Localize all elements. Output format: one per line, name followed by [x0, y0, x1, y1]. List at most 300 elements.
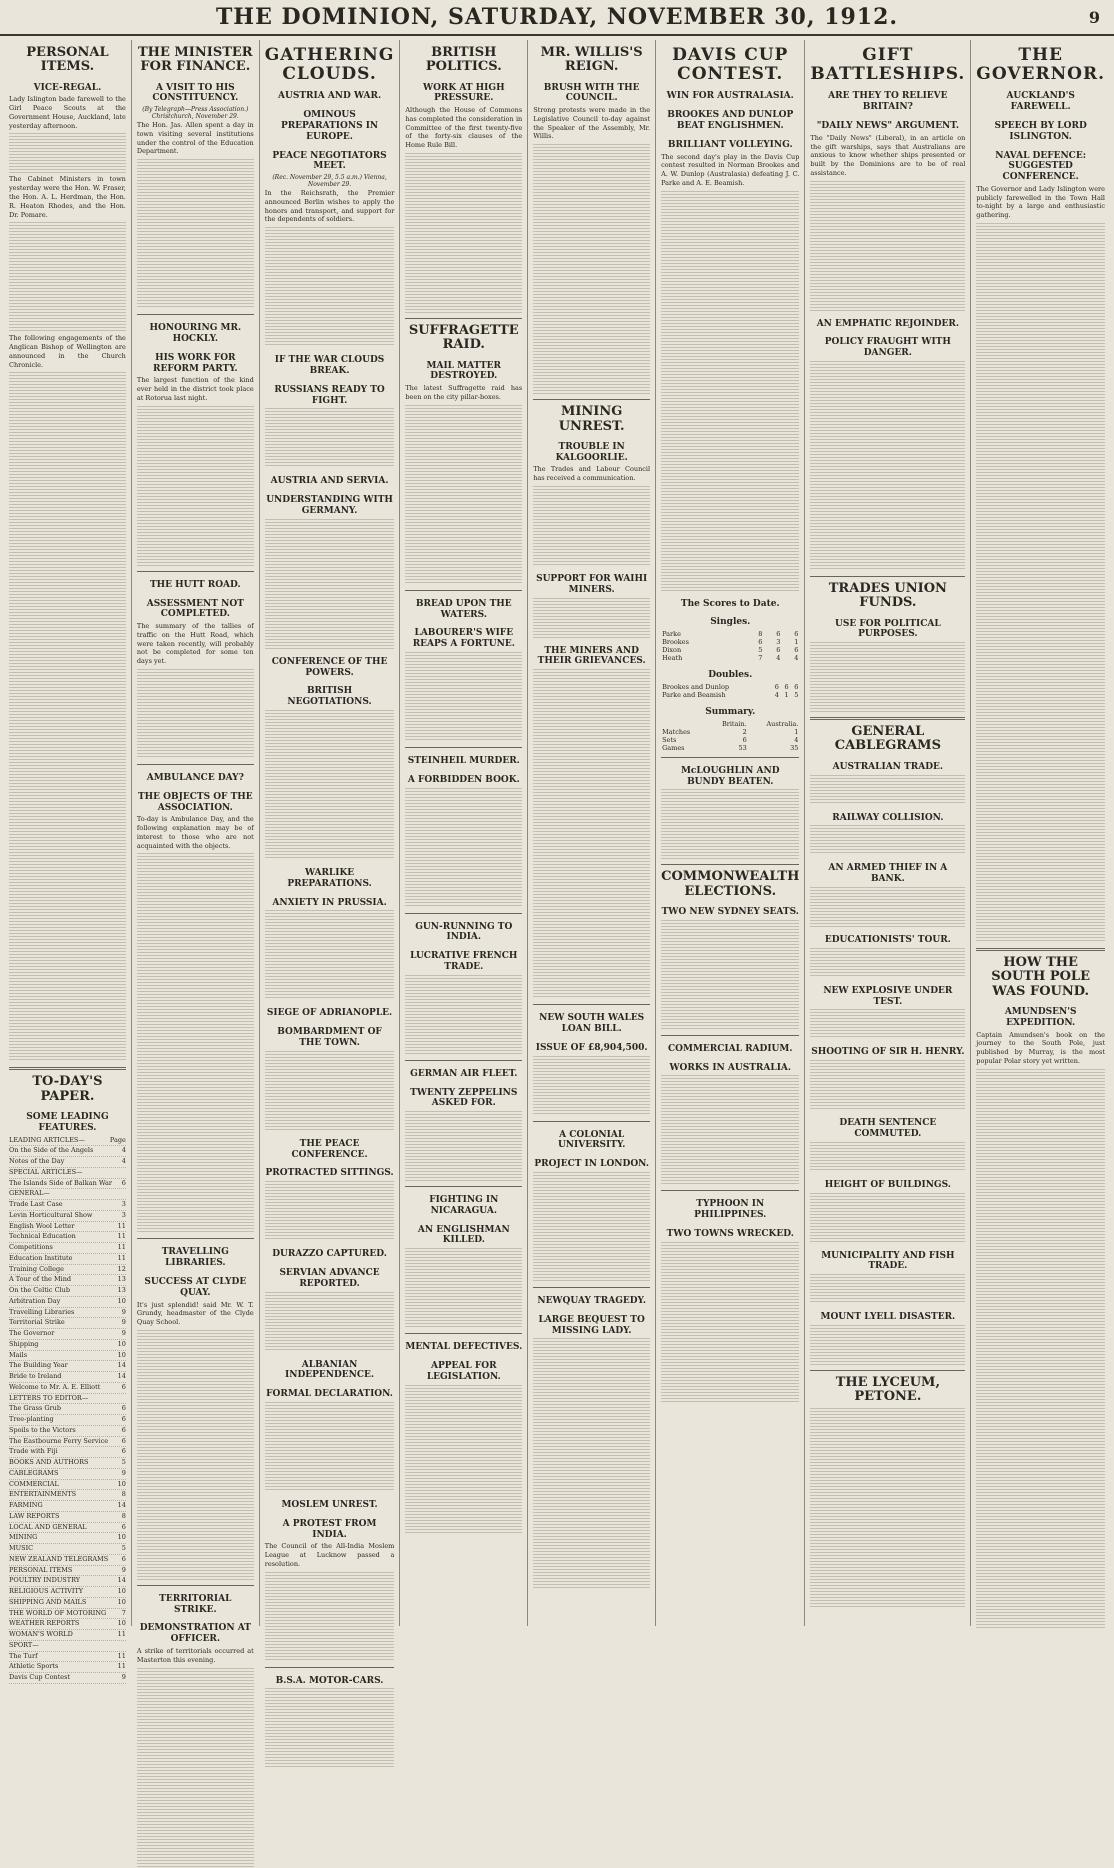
- heading-davis-cup: DAVIS CUP CONTEST.: [672, 45, 789, 84]
- set-score: 1: [794, 638, 799, 647]
- toc-page: 6: [121, 1178, 126, 1187]
- divider: [810, 576, 965, 577]
- subheading: PROTRACTED SITTINGS.: [265, 1168, 394, 1179]
- toc-label: MINING: [9, 1533, 38, 1542]
- toc-label: Training College: [9, 1264, 64, 1273]
- toc-page: 12: [117, 1264, 126, 1273]
- divider: [533, 1121, 650, 1122]
- toc-page: 14: [117, 1372, 126, 1381]
- toc-entry: [9, 1297, 126, 1308]
- summary-cell: Games: [662, 743, 685, 752]
- divider: [533, 399, 650, 400]
- toc-entry: [9, 1157, 126, 1168]
- toc-label: The Governor: [9, 1329, 55, 1338]
- toc-page: 9: [121, 1468, 126, 1477]
- text-block: [137, 406, 254, 566]
- toc-page: 9: [121, 1673, 126, 1682]
- toc-page: 11: [117, 1651, 126, 1660]
- text-block: [265, 1292, 395, 1352]
- subheading: HEIGHT OF BUILDINGS.: [824, 1179, 951, 1190]
- toc-entry: [9, 1340, 126, 1351]
- text-block: [137, 1330, 254, 1580]
- set-score: 6: [794, 630, 799, 639]
- subheading: MUNICIPALITY AND FISH TRADE.: [821, 1250, 955, 1272]
- divider: [976, 948, 1105, 951]
- subheading: RAILWAY COLLISION.: [832, 812, 944, 823]
- article-text: The Governor and Lady Islington were publicly farewelled in the Town Hall to-night by a large and enthusiastic gathering.: [976, 184, 1105, 220]
- toc-page: 5: [121, 1458, 126, 1467]
- page-number: 9: [1088, 8, 1100, 27]
- summary-header-cell: Britain.: [721, 719, 747, 728]
- set-score: 6: [794, 646, 799, 655]
- subheading: AMBULANCE DAY?: [146, 772, 244, 783]
- toc-entry: [9, 1437, 126, 1448]
- toc-entry: [9, 1630, 126, 1641]
- divider: [9, 1067, 126, 1070]
- toc-label: Spoils to the Victors: [9, 1425, 76, 1434]
- toc-page: 13: [117, 1275, 126, 1284]
- toc-page: 11: [117, 1232, 126, 1241]
- toc-entry: [9, 1480, 126, 1491]
- toc-entry: [9, 1587, 126, 1598]
- toc-page: 6: [121, 1522, 126, 1531]
- toc-entry: [9, 1662, 126, 1673]
- toc-entry: [9, 1168, 126, 1179]
- toc-label: The Eastbourne Ferry Service: [9, 1436, 109, 1445]
- subheading: HONOURING MR. HOCKLY.: [149, 323, 242, 345]
- toc-label: Mails: [9, 1350, 28, 1359]
- subheading: ASSESSMENT NOT COMPLETED.: [146, 598, 244, 620]
- toc-page: 9: [121, 1307, 126, 1316]
- summary-cell: 1: [794, 727, 799, 736]
- subheading: McLOUGHLIN AND BUNDY BEATEN.: [680, 765, 780, 787]
- toc-page: 10: [117, 1479, 126, 1488]
- toc-label: On the Side of the Angels: [9, 1146, 94, 1155]
- subheading: MENTAL DEFECTIVES.: [405, 1342, 523, 1353]
- summary-row: [661, 744, 799, 752]
- toc-label: Trade with Fiji: [9, 1447, 58, 1456]
- text-block: [810, 887, 965, 927]
- subheading: SUPPORT FOR WAIHI MINERS.: [536, 573, 648, 595]
- subheading: PROJECT IN LONDON.: [534, 1159, 649, 1170]
- subheading: UNDERSTANDING WITH GERMANY.: [266, 495, 393, 516]
- article-text: The Trades and Labour Council has received a communication.: [533, 465, 651, 483]
- column-the-governor: [971, 40, 1110, 1626]
- subheading: A FORBIDDEN BOOK.: [407, 774, 520, 785]
- column-personal-items: [4, 40, 132, 1682]
- summary-cell: Sets: [662, 735, 677, 744]
- table-of-contents: [9, 1136, 126, 1684]
- set-score: 6: [774, 683, 779, 692]
- article-text: To-day is Ambulance Day, and the following explanation may be of interest to those who are not acquainted with the objects.: [136, 815, 254, 850]
- text-block: [810, 775, 965, 805]
- text-block: [9, 222, 126, 332]
- score-row: [661, 638, 799, 646]
- text-block: [137, 669, 254, 759]
- text-block: [265, 408, 395, 468]
- toc-page: 11: [117, 1630, 126, 1639]
- toc-page: 6: [121, 1554, 126, 1563]
- toc-label: Tree-planting: [9, 1415, 54, 1424]
- text-block: [661, 191, 799, 591]
- toc-page: Page: [109, 1135, 126, 1144]
- toc-entry: [9, 1426, 126, 1437]
- toc-entry: [9, 1533, 126, 1544]
- divider: [405, 1333, 522, 1334]
- toc-entry: [9, 1361, 126, 1372]
- toc-page: 10: [117, 1597, 126, 1606]
- divider: [661, 864, 799, 865]
- subheading: SERVIAN ADVANCE REPORTED.: [279, 1267, 380, 1289]
- subheading: AUSTRIA AND SERVIA.: [270, 476, 389, 487]
- subheading: COMMERCIAL RADIUM.: [667, 1043, 793, 1054]
- toc-entry: [9, 1254, 126, 1265]
- text-block: [976, 1069, 1105, 1629]
- text-block: [533, 1338, 650, 1588]
- summary-cell: 53: [738, 743, 747, 752]
- toc-label: LOCAL AND GENERAL: [9, 1522, 87, 1531]
- article-text: The largest function of the kind ever held in the district took place at Rotorua last night.: [136, 376, 254, 402]
- set-score: 5: [758, 646, 763, 655]
- toc-entry: [9, 1286, 126, 1297]
- article-text: A strike of territorials occurred at Masterton this evening.: [136, 1647, 254, 1664]
- subheading: ARE THEY TO RELIEVE BRITAIN?: [828, 91, 948, 113]
- toc-label: Davis Cup Contest: [9, 1673, 71, 1682]
- text-block: [265, 1402, 395, 1492]
- toc-label: English Wool Letter: [9, 1221, 75, 1230]
- text-block: [405, 975, 522, 1055]
- toc-entry: [9, 1394, 126, 1405]
- toc-entry: [9, 1243, 126, 1254]
- subheading: HIS WORK FOR REFORM PARTY.: [152, 352, 238, 374]
- toc-page: 10: [117, 1296, 126, 1305]
- toc-label: MUSIC: [9, 1544, 34, 1553]
- toc-label: Trade Last Case: [9, 1200, 63, 1209]
- player-name: Brookes: [662, 638, 689, 647]
- toc-label: Athletic Sports: [9, 1662, 59, 1671]
- toc-entry: [9, 1501, 126, 1512]
- column-gathering-clouds: [260, 40, 401, 1686]
- toc-label: RELIGIOUS ACTIVITY: [9, 1587, 84, 1596]
- divider: [810, 717, 965, 720]
- text-block: [265, 1572, 395, 1662]
- toc-page: 11: [117, 1221, 126, 1230]
- toc-page: 10: [117, 1587, 126, 1596]
- scores-title: The Scores to Date.: [680, 598, 780, 609]
- toc-entry: [9, 1512, 126, 1523]
- subheading: AN ENGLISHMAN KILLED.: [417, 1224, 510, 1246]
- subheading: TWENTY ZEPPELINS ASKED FOR.: [410, 1087, 518, 1109]
- text-block: [661, 920, 799, 1030]
- subheading: MAIL MATTER DESTROYED.: [426, 360, 502, 382]
- text-block: [810, 1142, 965, 1172]
- subheading: FIGHTING IN NICARAGUA.: [429, 1195, 499, 1216]
- text-block: [810, 1408, 965, 1608]
- dateline: (Rec. November 29, 5.5 a.m.) Vienna, November 29.: [272, 174, 387, 189]
- set-score: 4: [776, 654, 781, 663]
- set-score: 6: [784, 683, 789, 692]
- text-block: [810, 1060, 965, 1110]
- text-block: [405, 788, 522, 908]
- subheading: ANXIETY IN PRUSSIA.: [272, 897, 387, 908]
- toc-page: 10: [117, 1339, 126, 1348]
- article-text: The second day's play in the Davis Cup contest resulted in Norman Brookes and A. W. Dunlop (Australasia) defeating J. C. Parke and A. E. Beamish.: [661, 152, 800, 187]
- sub-vice-regal: VICE-REGAL.: [33, 82, 102, 93]
- toc-label: Shipping: [9, 1339, 39, 1348]
- subheading: A PROTEST FROM INDIA.: [282, 1518, 377, 1540]
- toc-label: CABLEGRAMS: [9, 1468, 59, 1477]
- text-block: [533, 598, 650, 638]
- toc-entry: [9, 1179, 126, 1190]
- heading-the-governor: THE GOVERNOR.: [976, 45, 1105, 84]
- toc-entry: [9, 1447, 126, 1458]
- heading-gift-battleships: GIFT BATTLESHIPS.: [810, 45, 966, 84]
- toc-entry: [9, 1641, 126, 1652]
- toc-page: 9: [121, 1565, 126, 1574]
- subheading: SHOOTING OF SIR H. HENRY.: [811, 1047, 965, 1058]
- toc-page: 11: [117, 1243, 126, 1252]
- player-name: Dixon: [662, 646, 682, 655]
- subheading: TROUBLE IN KALGOORLIE.: [555, 441, 628, 463]
- toc-label: PERSONAL ITEMS: [9, 1565, 73, 1574]
- subheading: TWO TOWNS WRECKED.: [666, 1228, 794, 1239]
- toc-label: On the Celtic Club: [9, 1286, 70, 1295]
- article-text: It's just splendid! said Mr. W. T. Grundy, headmaster of the Clyde Quay School.: [136, 1300, 254, 1327]
- text-block: [137, 1668, 254, 1868]
- subheading: BREAD UPON THE WATERS.: [415, 598, 512, 620]
- divider: [405, 1060, 522, 1061]
- advertisement-heading: B.S.A. MOTOR-CARS.: [275, 1675, 384, 1686]
- toc-label: Travelling Libraries: [9, 1307, 75, 1316]
- toc-page: 14: [117, 1501, 126, 1510]
- article-text: Although the House of Commons has completed the consideration in Committee of the first twenty-five of the forty-six clauses of the Home Rule Bill.: [405, 106, 523, 150]
- toc-label: Competitions: [9, 1243, 53, 1252]
- toc-label: FARMING: [9, 1501, 43, 1510]
- player-name: Heath: [662, 654, 683, 663]
- subheading: GUN-RUNNING TO INDIA.: [415, 921, 513, 943]
- text-block: [405, 405, 522, 585]
- toc-page: 10: [117, 1533, 126, 1542]
- heading-lyceum-petone: THE LYCEUM, PETONE.: [835, 1374, 940, 1405]
- divider: [137, 314, 254, 315]
- toc-label: Technical Education: [9, 1232, 76, 1241]
- score-row: [661, 691, 799, 699]
- text-block: [405, 153, 522, 313]
- toc-page: 6: [121, 1382, 126, 1391]
- text-block: [533, 1172, 650, 1282]
- text-block: [661, 789, 799, 859]
- toc-label: Territorial Strike: [9, 1318, 65, 1327]
- divider: [533, 1287, 650, 1288]
- toc-page: 6: [121, 1404, 126, 1413]
- toc-entry: [9, 1308, 126, 1319]
- heading-todays-paper: TO-DAY'S PAPER.: [32, 1074, 103, 1104]
- article-text: The Hon. Jas. Allen spent a day in town visiting several institutions under the control of the Education Department.: [136, 121, 254, 156]
- article-text: Lady Islington bade farewell to the Girl Peace Scouts at the Government House, Auckland, late yesterday afternoon.: [9, 95, 126, 130]
- subheading: A VISIT TO HIS CONSTITUENCY.: [152, 82, 239, 104]
- text-block: [810, 1009, 965, 1039]
- subheading: BRITISH NEGOTIATIONS.: [287, 686, 372, 708]
- toc-entry: [9, 1652, 126, 1663]
- subheading: STEINHEIL MURDER.: [407, 755, 520, 766]
- subheading: AN EMPHATIC REJOINDER.: [816, 318, 959, 329]
- article-text: The Cabinet Ministers in town yesterday were the Hon. W. Fraser, the Hon. A. L. Herdman, the Hon. R. Heaton Rhodes, and the Hon. Dr. Pomare.: [9, 175, 126, 219]
- text-block: [810, 948, 965, 978]
- toc-page: 8: [121, 1511, 126, 1520]
- subheading: BRILLIANT VOLLEYING.: [667, 139, 793, 150]
- toc-page: 11: [117, 1662, 126, 1671]
- toc-label: NEW ZEALAND TELEGRAMS: [9, 1554, 109, 1563]
- article-text: Strong protests were made in the Legislative Council to-day against the Speaker of the Assembly, Mr. Willis.: [533, 106, 651, 141]
- toc-entry: [9, 1404, 126, 1415]
- text-block: [533, 1056, 650, 1116]
- toc-entry: [9, 1275, 126, 1286]
- divider: [137, 764, 254, 765]
- subheading: TWO NEW SYDNEY SEATS.: [661, 907, 799, 917]
- text-block: [810, 1193, 965, 1243]
- toc-label: POULTRY INDUSTRY: [9, 1576, 81, 1585]
- column-gift-battleships: [805, 40, 971, 1626]
- text-block: [265, 1688, 395, 1768]
- subheading: AMUNDSEN'S EXPEDITION.: [1004, 1006, 1077, 1028]
- sub-leading-features: SOME LEADING FEATURES.: [26, 1111, 109, 1133]
- toc-entry: [9, 1189, 126, 1200]
- subheading: NEWQUAY TRAGEDY.: [537, 1295, 646, 1306]
- subheading: SIEGE OF ADRIANOPLE.: [266, 1008, 393, 1019]
- toc-label: The Turf: [9, 1651, 38, 1660]
- summary-row: [661, 728, 799, 736]
- text-block: [533, 144, 650, 394]
- article-text: The Council of the All-India Moslem League at Lucknow passed a resolution.: [264, 1542, 395, 1568]
- divider: [661, 1035, 799, 1036]
- toc-entry: [9, 1232, 126, 1243]
- singles-scores: [661, 630, 799, 662]
- article-text: The "Daily News" (Liberal), in an article on the gift warships, says that Australians are anxious to know whether ships presented or built by the Dominions are to be of real assistance.: [810, 133, 966, 177]
- toc-entry: [9, 1329, 126, 1340]
- subheading: CONFERENCE OF THE POWERS.: [271, 656, 388, 678]
- set-score: 3: [776, 638, 781, 647]
- text-block: [9, 133, 126, 173]
- toc-entry: [9, 1211, 126, 1222]
- doubles-label: Doubles.: [708, 670, 753, 681]
- set-score: 5: [794, 691, 799, 700]
- toc-entry: [9, 1200, 126, 1211]
- toc-label: Bride to Ireland: [9, 1372, 62, 1381]
- toc-page: 10: [117, 1619, 126, 1628]
- set-score: 6: [794, 683, 799, 692]
- toc-label: Education Institute: [9, 1253, 73, 1262]
- divider: [405, 1186, 522, 1187]
- toc-entry: [9, 1318, 126, 1329]
- toc-entry: [9, 1619, 126, 1630]
- toc-page: 10: [117, 1350, 126, 1359]
- toc-entry: [9, 1222, 126, 1233]
- toc-label: A Tour of the Mind: [9, 1275, 72, 1284]
- subheading: THE OBJECTS OF THE ASSOCIATION.: [137, 791, 253, 813]
- subheading: DURAZZO CAPTURED.: [272, 1249, 387, 1260]
- toc-label: Welcome to Mr. A. E. Elliott: [9, 1382, 101, 1391]
- text-block: [976, 223, 1105, 943]
- set-score: 6: [776, 630, 781, 639]
- toc-label: The Grass Grub: [9, 1404, 61, 1413]
- text-block: [137, 159, 254, 309]
- toc-page: 13: [117, 1286, 126, 1295]
- toc-page: 14: [117, 1576, 126, 1585]
- divider: [405, 913, 522, 914]
- subheading: WORK AT HIGH PRESSURE.: [422, 82, 505, 104]
- column-willis-reign: [528, 40, 656, 1626]
- toc-label: Arbitration Day: [9, 1296, 61, 1305]
- divider: [405, 590, 522, 591]
- set-score: 8: [758, 630, 763, 639]
- toc-page: 11: [117, 1253, 126, 1262]
- masthead: [0, 0, 1114, 36]
- toc-page: 4: [121, 1157, 126, 1166]
- set-score: 6: [776, 646, 781, 655]
- heading-south-pole: HOW THE SOUTH POLE WAS FOUND.: [991, 955, 1090, 999]
- toc-label: LAW REPORTS: [9, 1511, 60, 1520]
- toc-label: SPORT—: [9, 1640, 39, 1649]
- toc-page: 6: [121, 1447, 126, 1456]
- toc-entry: [9, 1458, 126, 1469]
- toc-label: Notes of the Day: [9, 1157, 65, 1166]
- text-block: [533, 486, 650, 566]
- heading-general-cablegrams: GENERAL CABLEGRAMS: [834, 724, 941, 754]
- summary-cell: 2: [742, 727, 747, 736]
- toc-page: 9: [121, 1329, 126, 1338]
- text-block: [9, 372, 126, 1062]
- column-minister-finance: [132, 40, 260, 1664]
- subheading: THE PEACE CONFERENCE.: [291, 1138, 368, 1160]
- toc-label: SHIPPING AND MAILS: [9, 1597, 87, 1606]
- text-block: [265, 519, 395, 649]
- subheading: OMINOUS PREPARATIONS IN EUROPE.: [280, 110, 379, 142]
- text-block: [137, 853, 254, 1233]
- toc-entry: [9, 1490, 126, 1501]
- text-block: [810, 1325, 965, 1365]
- toc-label: COMMERCIAL: [9, 1479, 59, 1488]
- article-text: Captain Amundsen's book on the journey to the South Pole, just published by Murray, is the most popular Polar story yet written.: [976, 1030, 1105, 1065]
- heading-minister-finance: THE MINISTER FOR FINANCE.: [138, 45, 253, 75]
- subheading: BOMBARDMENT OF THE TOWN.: [277, 1027, 382, 1048]
- toc-entry: [9, 1372, 126, 1383]
- toc-entry: [9, 1544, 126, 1555]
- subheading: THE MINERS AND THEIR GRIEVANCES.: [537, 645, 646, 667]
- subheading: AUSTRALIAN TRADE.: [832, 761, 944, 772]
- subheading: BRUSH WITH THE COUNCIL.: [543, 82, 640, 104]
- toc-page: 6: [121, 1415, 126, 1424]
- heading-british-politics: BRITISH POLITICS.: [425, 45, 502, 75]
- set-score: 7: [758, 654, 763, 663]
- score-row: [661, 630, 799, 638]
- toc-entry: [9, 1469, 126, 1480]
- subheading: MOSLEM UNREST.: [281, 1499, 378, 1510]
- subheading: POLICY FRAUGHT WITH DANGER.: [824, 337, 951, 359]
- heading-commonwealth-elections: COMMONWEALTH ELECTIONS.: [661, 869, 800, 899]
- toc-label: GENERAL—: [9, 1189, 50, 1198]
- toc-entry: [9, 1415, 126, 1426]
- dateline: (By Telegraph—Press Association.) Christchurch, November 29.: [142, 106, 249, 121]
- toc-page: 9: [121, 1318, 126, 1327]
- subheading: IF THE WAR CLOUDS BREAK.: [274, 355, 385, 377]
- text-block: [810, 361, 965, 571]
- text-block: [405, 1385, 522, 1535]
- article-text: The summary of the tallies of traffic on the Hutt Road, which were taken recently, will probably not be completed for some ten days yet.: [136, 622, 254, 666]
- toc-label: THE WORLD OF MOTORING: [9, 1608, 107, 1617]
- heading-suffragette-raid: SUFFRAGETTE RAID.: [408, 323, 519, 353]
- score-row: [661, 683, 799, 691]
- text-block: [405, 1248, 522, 1328]
